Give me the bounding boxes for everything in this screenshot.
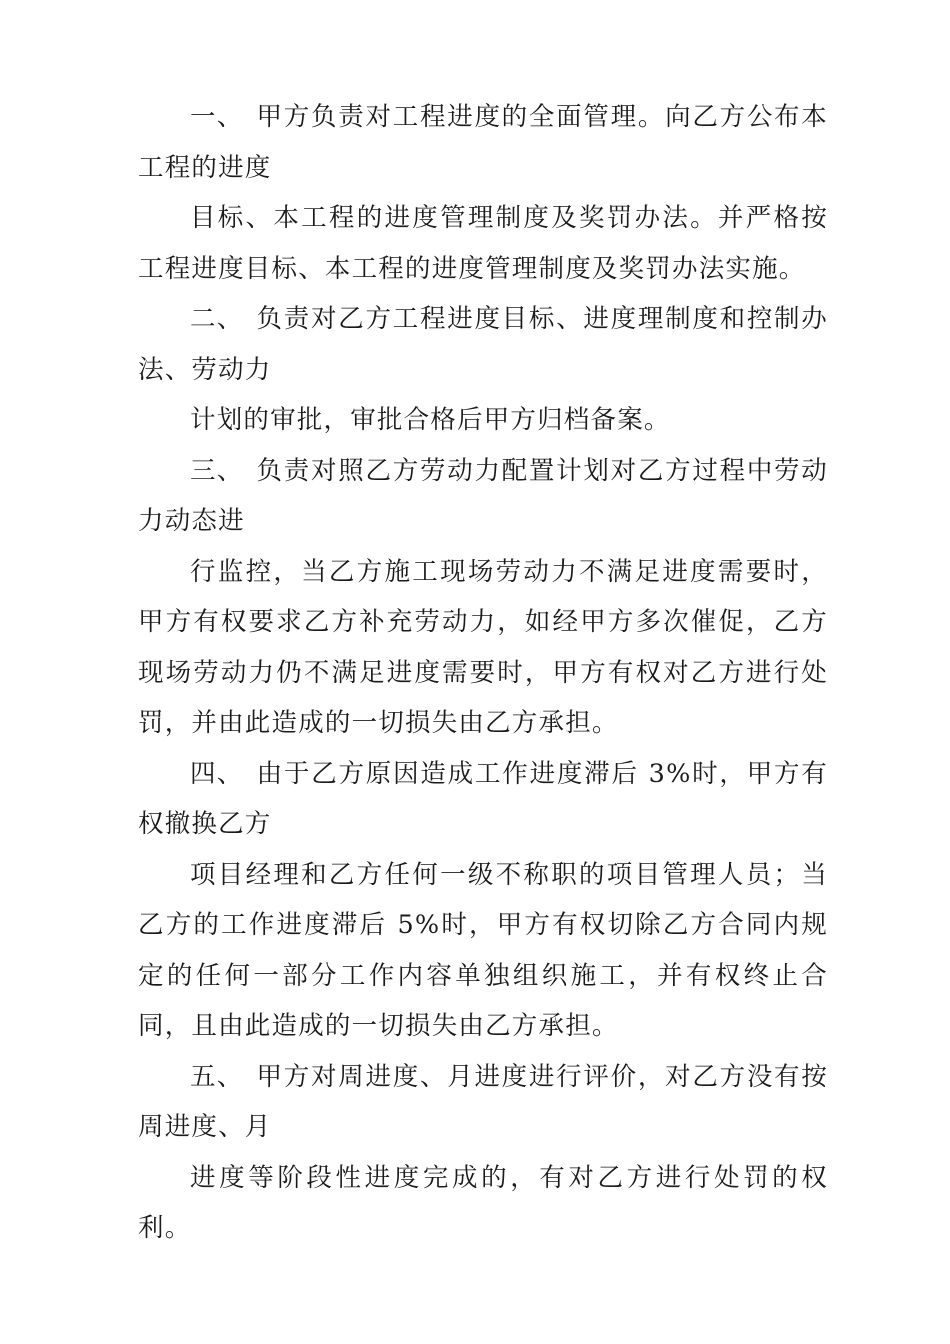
clause-number: 五、 bbox=[190, 1061, 244, 1092]
clause-text: 计划的审批，审批合格后甲方归档备案。 bbox=[190, 405, 671, 435]
clause-text: 由于乙方原因造成工作进度滞后 3%时，甲方有权撤换乙方 bbox=[138, 758, 828, 839]
clause-2-continuation bbox=[138, 395, 828, 446]
clause-text: 负责对乙方工程进度目标、进度理制度和控制办法、劳动力 bbox=[138, 304, 828, 385]
clause-number: 二、 bbox=[190, 304, 244, 334]
clause-5-continuation bbox=[138, 1153, 828, 1254]
clause-number: 一、 bbox=[190, 102, 244, 132]
clause-2-paragraph bbox=[138, 294, 828, 395]
clause-1-paragraph bbox=[138, 92, 828, 193]
clause-1-continuation bbox=[138, 193, 828, 294]
clause-4-continuation bbox=[138, 850, 828, 1052]
clause-3-paragraph bbox=[138, 446, 828, 547]
clause-text: 项目经理和乙方任何一级不称职的项目管理人员；当乙方的工作进度滞后 5%时，甲方有权切除乙方合同内规定的任何一部分工作内容单独组织施工，并有权终止合同，且由此造成的一切损失由乙方承担。 bbox=[138, 859, 828, 1041]
clause-text: 目标、本工程的进度管理制度及奖罚办法。并严格按工程进度目标、本工程的进度管理制度及奖罚办法实施。 bbox=[138, 203, 828, 284]
clause-number: 四、 bbox=[190, 758, 244, 789]
clause-text: 甲方对周进度、月进度进行评价，对乙方没有按周进度、月 bbox=[138, 1061, 828, 1142]
document-body bbox=[138, 92, 828, 1254]
clause-text: 进度等阶段性进度完成的，有对乙方进行处罚的权利。 bbox=[138, 1162, 828, 1243]
clause-text: 负责对照乙方劳动力配置计划对乙方过程中劳动力动态进 bbox=[138, 455, 828, 536]
clause-text: 甲方负责对工程进度的全面管理。向乙方公布本工程的进度 bbox=[138, 102, 828, 183]
clause-4-paragraph bbox=[138, 749, 828, 850]
clause-3-continuation bbox=[138, 547, 828, 749]
clause-5-paragraph bbox=[138, 1052, 828, 1153]
clause-number: 三、 bbox=[190, 455, 244, 486]
clause-text: 行监控，当乙方施工现场劳动力不满足进度需要时，甲方有权要求乙方补充劳动力，如经甲方多次催促，乙方现场劳动力仍不满足进度需要时，甲方有权对乙方进行处罚，并由此造成的一切损失由乙方承担。 bbox=[138, 556, 828, 738]
